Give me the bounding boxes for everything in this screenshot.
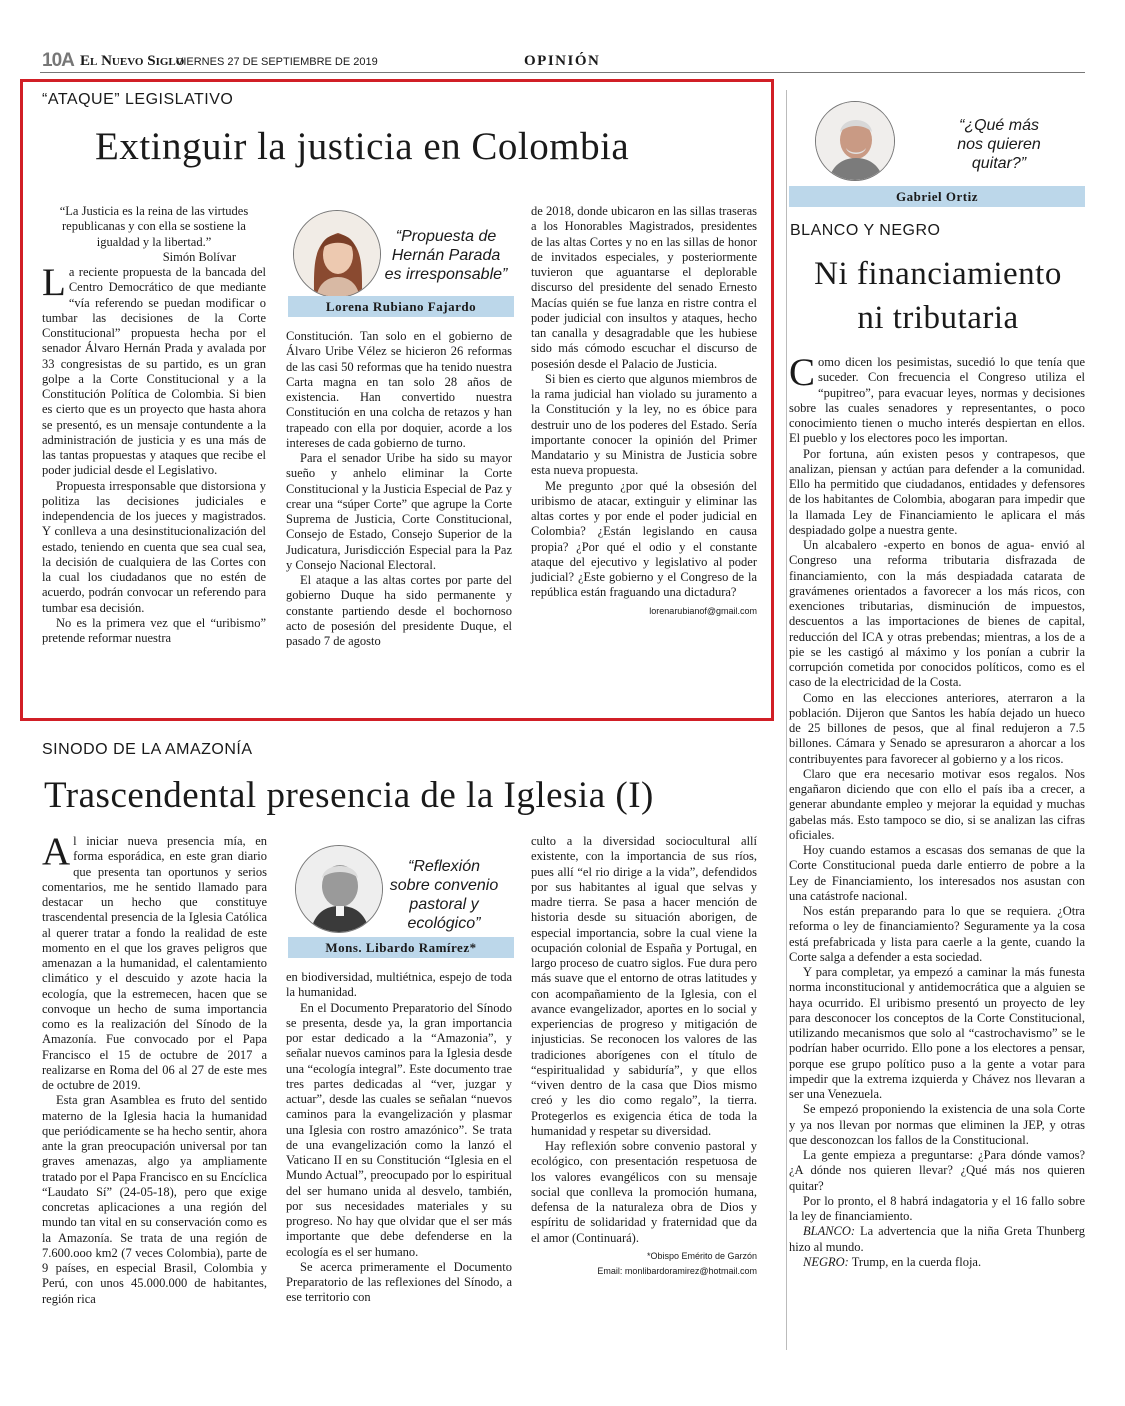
article1-paragraph: El ataque a las altas cortes por parte del gobierno Duque ha sido permanente y constante partiendo desde el bochornoso acto de posesión del presidente Duque, el pasado 7 de agosto (286, 573, 512, 648)
article1-paragraph: a reciente propuesta de la bancada del Centro Democrático de que mediante “vía referendo se puedan modificar o tumbar las decisiones de la Corte Constitucional” propuesta hecha por el senador Álvaro Hernán Prada y avalada por 33 congresistas de su partido, es un gran golpe a la Corte Constitucional y a la Constitución Política de Colombia. Si bien es cierto que es un proyecto que hasta ahora se presentó, es un mensaje contundente a la administración de justicia y es una más de las tantas propuestas y ataques que recibe el poder judicial desde el Legislativo. (42, 265, 266, 478)
article3-paragraph: Como en las elecciones anteriores, aterraron a la población. Dijeron que Santos les había dejado un hueco de 25 billones de pesos, que al final redujeron a 7.5 billones. Cámara y Senado se apresuraron a ahorcar a los contribuyentes para favorecer al gobierno y a los ricos. (789, 690, 1085, 766)
article3-paragraph: Y para completar, ya empezó a caminar la más funesta norma inconstitucional y antidemocrática que a alguien se haya ocurrido. El uribismo presentó un proyecto de ley para desconocer los conceptos de la Corte Constitucional, utilizando mecanismos que solo al “castrochavismo” se le podrían haber ocurrido. Ello pone a los electores a pensar, porque ese grupo político puso a la gente a votar para impedir que la extrema izquierda y Chávez nos llevaran a ser una Venezuela. (789, 965, 1085, 1101)
article1-column-1 (42, 204, 266, 646)
article2-kicker: SINODO DE LA AMAZONÍA (42, 741, 253, 758)
header-rule (40, 72, 1085, 73)
article2-pull-quote: “Reflexión sobre convenio pastoral y ecológico” (389, 858, 499, 932)
article3-column (789, 351, 1085, 1270)
article3-paragraph: Por fortuna, aún existen pesos y contrapesos, que analizan, piensan y actúan para defender a la comunidad. Ello ha permitido que ciudadanos, entidades y defensores de los habitantes de Colombia, abogaran para impedir que la llamada Ley de Financiamiento le aplicara el más despiadado golpe a nuestra gente. (789, 446, 1085, 537)
article3-negro (789, 1255, 1085, 1270)
article3-dropcap: C (789, 351, 816, 394)
article1-paragraph: Si bien es cierto que algunos miembros de la rama judicial han violado su juramento a la Constitución y la ley, no es óbice para destruir uno de los poderes del Estado. Sería importante conocer la opinión del Primer Mandatario y su Ministra de Justicia sobre esta nueva propuesta. (531, 371, 757, 478)
article3-paragraph: Claro que era necesario motivar esos regalos. Nos engañaron diciendo que con ello el país iba a crecer, a generar abundante empleo y mejorar la equidad y muchas gabelas más. Esto tampoco se dio, si se analizan las cifras oficiales. (789, 766, 1085, 842)
article1-paragraph: Me pregunto ¿por qué la obsesión del uribismo de atacar, extinguir y eliminar las altas cortes y por ende el poder judicial en Colombia? ¿Están legislando en causa propia? ¿Por qué el odio y el constante ataque del ejecutivo y legislativo al poder judicial? ¿Este gobierno y el Congreso de la república están fraguando una dictadura? (531, 478, 757, 600)
article3-paragraph: Por lo pronto, el 8 habrá indagatoria y el 16 fallo sobre la ley de financiamiento. (789, 1193, 1085, 1223)
article2-paragraph: l iniciar nueva presencia mía, en forma esporádica, en este gran diario que presenta tan oportunos y serios comentarios, me he sentido llamado para destacar un hecho que constituye trascendental presencia de la Iglesia Católica al querer tratar a fondo la realidad de este momento en el que los graves peligros que amenazan a la humanidad, el calentamiento climático y el descuido y azote hacia la ecología, que la estremecen, hacen que se convoque un hecho de suma importancia como es la realización del Sínodo de la Amazonía. Fue convocado por el Papa Francisco el 15 de octubre de 2017 a realizarse en Roma del 06 al 27 de este mes de octubre de 2019. (42, 834, 267, 1092)
negro-text: Trump, en la cuerda floja. (848, 1254, 982, 1269)
article3-blanco (789, 1224, 1085, 1255)
blanco-text: La advertencia que la niña Greta Thunberg hizo al mundo. (789, 1224, 1085, 1254)
article2-column-2 (286, 970, 512, 1306)
article2-column-1 (42, 830, 267, 1307)
article2-email: Email: monlibardoramirez@hotmail.com (597, 1265, 757, 1276)
article3-pull-quote: “¿Qué más nos quieren quitar?” (957, 117, 1041, 172)
article1-headline: Extinguir la justicia en Colombia (95, 125, 630, 168)
article1-paragraph: Para el senador Uribe ha sido su mayor sueño y anhelo eliminar la Corte Constitucional y la Justicia Especial de Paz y crear una “súper Corte” que agrupe la Corte Suprema de Justicia, Corte Constitucional, Consejo de Estado, Consejo Superior de la Judicatura, Jurisdicción Especial para la Paz y Consejo Nacional Electoral. (286, 451, 512, 572)
article3-paragraph: Se empezó proponiendo la existencia de una sola Corte y ya nos llevan por normas que eliminen la JEP, y otras que desconozcan los fallos de la Constitucional. (789, 1102, 1085, 1147)
issue-date: VIERNES 27 DE SEPTIEMBRE DE 2019 (176, 56, 378, 68)
article3-author-bar: Gabriel Ortiz (789, 186, 1085, 207)
article3-paragraph: La gente empieza a preguntarse: ¿Para dónde vamos? ¿A dónde nos quieren llevar? ¿Qué más nos quieren quitar? (789, 1148, 1085, 1193)
page-number: 10A (42, 50, 74, 71)
article1-paragraph: de 2018, donde ubicaron en las sillas traseras a los Honorables Magistrados, presidentes de las altas Cortes y no en las sillas de honor de invitados especiales, y posteriormente tuvieron que aguantarse el deplorable discurso del presidente del senado Ernesto Macías quién se fue lanza en ristre contra el poder judicial con insultos y ataques, hecho tan canalla y desagradable que les hubiese sido más cómodo escuchar el discurso de posesión desde el Palacio de Justicia. (531, 204, 757, 371)
article2-paragraph: Hay reflexión sobre convenio pastoral y ecológico, con presentación respetuosa de los valores evangélicos con su mensaje social que conlleva la promoción humana, defensa de la naturaleza obra de Dios y espíritu de solidaridad y fraternidad que da el amor (Continuará). (531, 1139, 757, 1245)
article3-paragraph: Nos están preparando para lo que se requiera. ¿Otra reforma o ley de financiamiento? Seguramente ya la cosa está prefabricada y lista para caerle a la gente, cuando la Corte salga a defender a esta sociedad. (789, 904, 1085, 964)
article1-email: lorenarubianof@gmail.com (649, 605, 757, 616)
article2-author-bar: Mons. Libardo Ramírez* (288, 937, 514, 958)
article1-dropcap: L (42, 261, 66, 304)
article2-paragraph: En el Documento Preparatorio del Sínodo se presenta, desde ya, la gran importancia por estar dedicado a la “Amazonia”, y señalar nuevos caminos para la Iglesia desde una “ecología integral”. Este documento trae tres partes dedicadas al “ver, juzgar y actuar”, desde las cuales se señalan “nuevos caminos para la evangelización y plasmar una Iglesia con rostro amazónico”. Se trata de una evangelización como la lanzó el Vaticano II en su Constitución “Iglesia en el Mundo Actual”, preocupado por lo espiritual del ser humano unida al desvelo, también, por sus necesidades materiales y su progreso. No hay que olvidar que el ser más importante que debe defenderse en la ecología es el ser humano. (286, 1000, 512, 1259)
article1-epigraph-author: Simón Bolívar (162, 249, 236, 264)
article3-headline: Ni financiamiento ni tributaria (814, 256, 1062, 336)
article2-footnote: *Obispo Emérito de Garzón (646, 1250, 757, 1261)
author-photo-libardo-ramirez (295, 845, 383, 933)
article1-column-3 (531, 204, 757, 618)
article3-paragraph: Hoy cuando estamos a escasas dos semanas de que la Corte Constitucional pueda darle entierro de pobre a la Ley de Financiamiento, los interesados nos asustan con una catástrofe nacional. (789, 843, 1085, 903)
article3-paragraph: Un alcabalero -experto en bonos de agua- envió al Congreso una reforma tributaria disfrazada de financiamiento, con la más despiadada catarata de gravámenes orientados a favorecer a los más ricos, con exenciones tributarias, disminución de impuestos, descuentos a las importaciones de bienes de capital, reducción del ICA y otras prebendas; mientras, a los de a pie se les castigó al máximo y los ponían a cubrir la corrupción cometida por conocidos políticos, como es el caso de la electricidad de la Costa. (789, 538, 1085, 690)
article1-paragraph: No es la primera vez que el “uribismo” pretende reformar nuestra (42, 615, 266, 645)
article1-column-2 (286, 329, 512, 649)
newspaper-name: El Nuevo Siglo (80, 53, 185, 69)
article1-epigraph: “La Justicia es la reina de las virtudes republicanas y con ella se sostiene la igualdad y la libertad.” (59, 204, 249, 249)
article2-paragraph: en biodiversidad, multiétnica, espejo de toda la humanidad. (286, 970, 512, 1000)
blanco-label: BLANCO: (803, 1224, 856, 1239)
article3-paragraph: omo dicen los pesimistas, sucedió lo que tenía que suceder. Con frecuencia el Congreso utiliza el “pupitreo”, para evacuar leyes, normas y decisiones sobre las cuales senadores y representantes, o poco conocimiento tienen o mucho interés despiertan en ellos. El pueblo y los electores poco les importan. (789, 355, 1085, 446)
article1-author-bar: Lorena Rubiano Fajardo (288, 296, 514, 317)
article2-paragraph: culto a la diversidad sociocultural allí existente, con la importancia de sus ríos, pues allí “el rio dirige a la vida”, defendidos por sus habitantes al igual que selvas y madre tierra. Se pasa a hacer mención de historia desde su situación aborigen, de especial importancia, sobre la cual viene la ocupación colonial de España y Portugal, en largo proceso de cuatro siglos. Fue dura pero más suave que el entorno de otras latitudes y con acompañamiento de la Iglesia, con el avance evangelizador, aportes en lo social y experiencias de progreso y mitigación de injusticias. Se reconocen los valores de las tradiciones aborígenes con el título de “espiritualidad y sabiduría”, y que ellos “viven dentro de la casa que Dios mismo creó y les dio como regalo”, la tierra. Protegerlos es exigencia ética de toda la humanidad y respetar su diversidad. (531, 834, 757, 1138)
article2-headline: Trascendental presencia de la Iglesia (I) (44, 775, 654, 816)
article2-column-3 (531, 834, 757, 1278)
article2-dropcap: A (42, 830, 71, 873)
negro-label: NEGRO: (803, 1254, 849, 1269)
article3-kicker: BLANCO Y NEGRO (790, 222, 941, 239)
article1-kicker: “ATAQUE” LEGISLATIVO (42, 91, 234, 108)
article1-paragraph: Constitución. Tan solo en el gobierno de Álvaro Uribe Vélez se hicieron 26 reformas de las casi 50 reformas que ha tenido nuestra Carta magna en tan solo 28 años de existencia. Han convertido nuestra Constitución en una colcha de retazos y han trapeado con ella por doquier, acorde a los intereses de cada gobierno de turno. (286, 329, 512, 450)
column-rule (786, 90, 787, 1350)
article1-pull-quote: “Propuesta de Hernán Parada es irresponsable” (384, 228, 508, 283)
author-photo-lorena-rubiano (293, 210, 381, 298)
author-photo-gabriel-ortiz (815, 101, 895, 181)
section-title: OPINIÓN (524, 53, 601, 69)
article2-paragraph: Se acerca primeramente el Documento Preparatorio de las reflexiones del Sínodo, a ese territorio con (286, 1259, 512, 1305)
article1-paragraph: Propuesta irresponsable que distorsiona y politiza las decisiones judiciales e independencia de los jueces y magistrados. Y conlleva a una desinstitucionalización del estado, teniendo en cuenta que sea cual sea, la decisión de cualquiera de las Cortes con la cual los ciudadanos que no estén de acuerdo, podrán convocar un referendo para tumbar esa decisión. (42, 478, 266, 615)
article2-paragraph: Esta gran Asamblea es fruto del sentido materno de la Iglesia hacia la humanidad que periódicamente se ha hecho sentir, ahora ante la gran preocupación universal por tan graves amenazas, algo ya ampliamente tratado por el Papa Francisco en su Encíclica “Laudato Sí” (24-05-18), pero que exige concretas aplicaciones a una región del mundo tan vital en su conservación como es la Amazonía. Se trata de una región de 7.600.ooo km2 (7 veces Colombia), parte de 9 países, en especial Brasil, Colombia y Perú, con unos 45.000.000 de habitantes, región rica (42, 1093, 267, 1306)
